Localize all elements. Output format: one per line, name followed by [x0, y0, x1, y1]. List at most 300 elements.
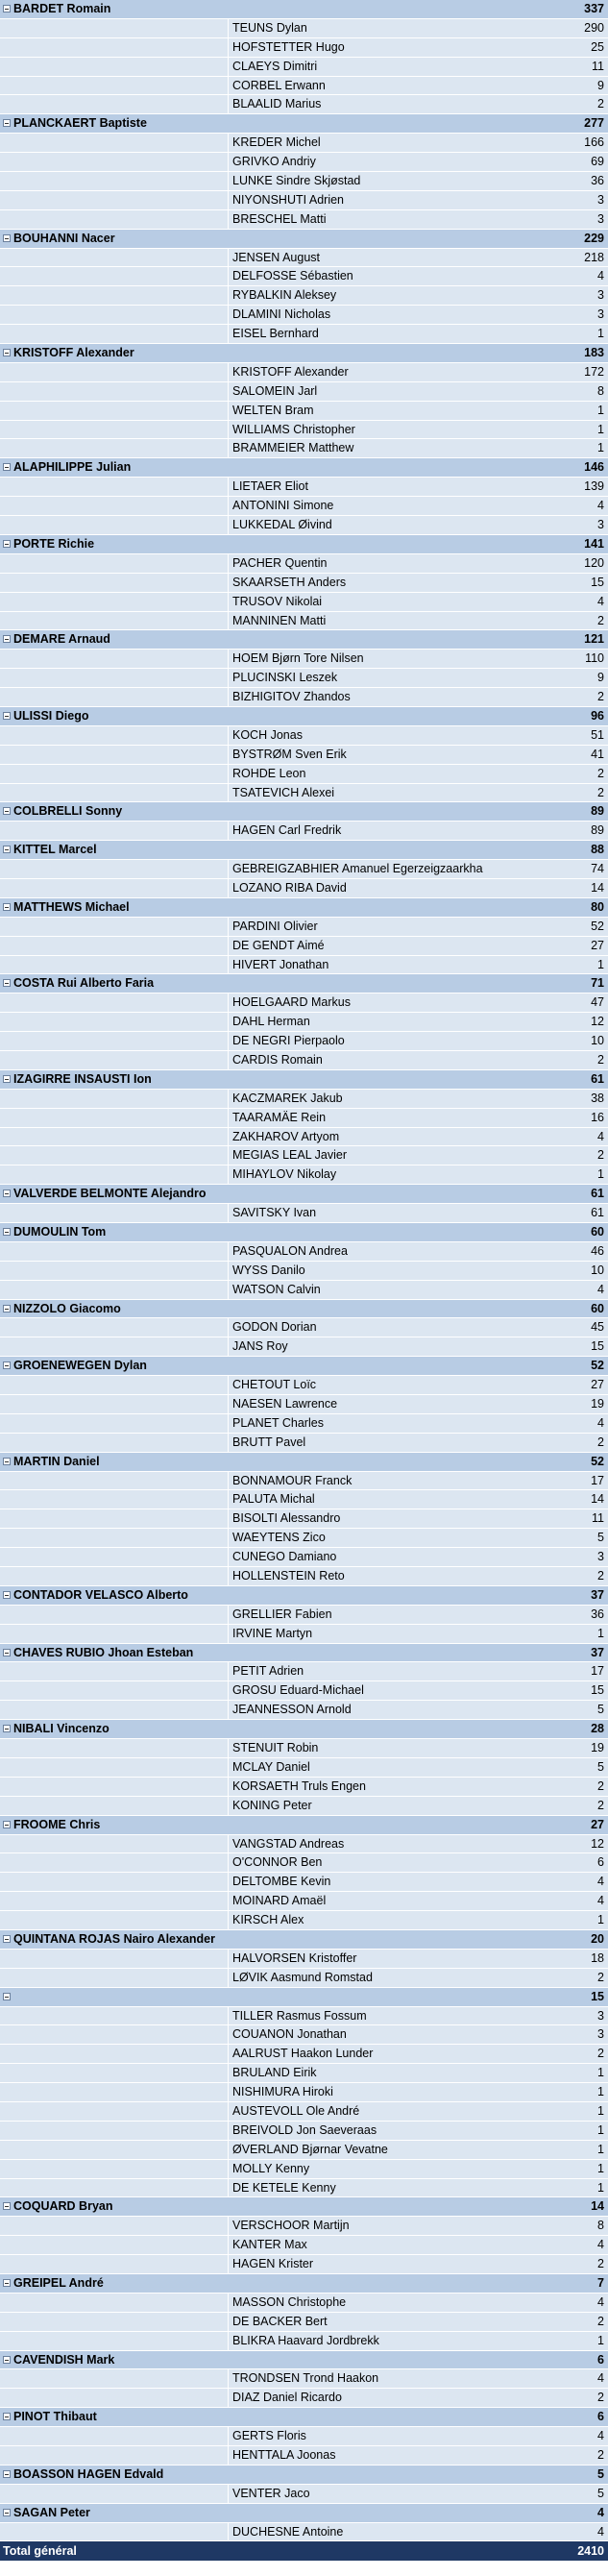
- collapse-toggle-icon[interactable]: [3, 1458, 11, 1465]
- indent-cell: [0, 153, 229, 171]
- group-row: [0, 1185, 608, 1204]
- child-row: [0, 2083, 608, 2102]
- child-row: [0, 956, 608, 975]
- child-name: GERTS Floris: [232, 2429, 306, 2443]
- child-row: [0, 822, 608, 841]
- indent-cell: [0, 2313, 229, 2331]
- child-value: 110: [585, 651, 604, 666]
- child-value: 6: [597, 1855, 604, 1870]
- child-value: 89: [591, 823, 604, 838]
- child-row: [0, 2313, 608, 2332]
- child-row: [0, 2217, 608, 2236]
- child-row: [0, 2389, 608, 2408]
- child-value: 4: [597, 1415, 604, 1430]
- child-row: [0, 58, 608, 77]
- child-row: [0, 2485, 608, 2504]
- child-row: [0, 1701, 608, 1720]
- child-name: PALUTA Michal: [232, 1492, 315, 1507]
- group-total: 277: [584, 116, 604, 131]
- child-name: HOLLENSTEIN Reto: [232, 1569, 345, 1583]
- child-name: WELTEN Bram: [232, 403, 314, 417]
- indent-cell: [0, 402, 229, 420]
- indent-cell: [0, 2389, 229, 2407]
- group-row: [0, 2504, 608, 2523]
- group-total: 28: [591, 1722, 604, 1736]
- indent-cell: [0, 1529, 229, 1547]
- group-row: [0, 1070, 608, 1090]
- child-value: 10: [591, 1034, 604, 1048]
- child-value: 3: [597, 288, 604, 303]
- child-row: [0, 2294, 608, 2313]
- child-row: [0, 2179, 608, 2198]
- indent-cell: [0, 1165, 229, 1184]
- group-row: [0, 344, 608, 363]
- group-name: QUINTANA ROJAS Nairo Alexander: [13, 1931, 215, 1946]
- indent-cell: [0, 1739, 229, 1757]
- child-name: MIHAYLOV Nikolay: [232, 1167, 337, 1182]
- child-name: HAGEN Krister: [232, 2257, 314, 2271]
- collapse-toggle-icon[interactable]: [3, 635, 11, 643]
- child-value: 2: [597, 97, 604, 111]
- child-name: ØVERLAND Bjørnar Vevatne: [232, 2142, 388, 2156]
- child-value: 14: [591, 1492, 604, 1507]
- indent-cell: [0, 746, 229, 764]
- collapse-toggle-icon[interactable]: [3, 5, 11, 12]
- child-row: [0, 2064, 608, 2083]
- child-value: 4: [597, 1129, 604, 1143]
- indent-cell: [0, 1472, 229, 1490]
- indent-cell: [0, 191, 229, 209]
- child-row: [0, 1051, 608, 1070]
- indent-cell: [0, 2369, 229, 2388]
- child-name: SALOMEIN Jarl: [232, 383, 318, 398]
- indent-cell: [0, 669, 229, 687]
- child-name: MCLAY Daniel: [232, 1759, 310, 1774]
- indent-cell: [0, 1606, 229, 1624]
- group-name: SAGAN Peter: [13, 2505, 90, 2519]
- indent-cell: [0, 2523, 229, 2541]
- child-value: 46: [591, 1243, 604, 1258]
- child-value: 19: [591, 1397, 604, 1411]
- child-row: [0, 19, 608, 38]
- child-row: [0, 2446, 608, 2466]
- indent-cell: [0, 325, 229, 343]
- indent-cell: [0, 1758, 229, 1777]
- collapse-toggle-icon[interactable]: [3, 1228, 11, 1236]
- child-row: [0, 1892, 608, 1911]
- group-total: 146: [584, 460, 604, 475]
- indent-cell: [0, 134, 229, 152]
- indent-cell: [0, 1797, 229, 1815]
- grand-total-label: Total général: [3, 2544, 77, 2559]
- group-row: [0, 802, 608, 822]
- collapse-toggle-icon[interactable]: [3, 2202, 11, 2210]
- child-value: 12: [591, 1015, 604, 1029]
- group-row: [0, 1223, 608, 1242]
- child-value: 2: [597, 1435, 604, 1449]
- child-row: [0, 1625, 608, 1644]
- child-name: JANS Roy: [232, 1339, 288, 1354]
- child-value: 1: [597, 2180, 604, 2195]
- child-value: 3: [597, 2027, 604, 2042]
- child-name: DE BACKER Bert: [232, 2314, 328, 2328]
- collapse-toggle-icon[interactable]: [3, 2509, 11, 2516]
- child-value: 3: [597, 518, 604, 532]
- child-row: [0, 38, 608, 58]
- child-value: 1: [597, 1626, 604, 1640]
- collapse-toggle-icon[interactable]: [3, 234, 11, 242]
- child-value: 3: [597, 211, 604, 226]
- collapse-toggle-icon[interactable]: [3, 846, 11, 853]
- child-name: DLAMINI Nicholas: [232, 307, 331, 322]
- child-row: [0, 2007, 608, 2026]
- group-total: 80: [591, 899, 604, 914]
- group-row: [0, 2466, 608, 2485]
- child-name: ZAKHAROV Artyom: [232, 1129, 340, 1143]
- child-row: [0, 2160, 608, 2179]
- child-name: TSATEVICH Alexei: [232, 785, 335, 799]
- indent-cell: [0, 1548, 229, 1566]
- child-value: 2: [597, 785, 604, 799]
- indent-cell: [0, 860, 229, 878]
- group-total: 61: [591, 1071, 604, 1086]
- child-name: DE NEGRI Pierpaolo: [232, 1034, 345, 1048]
- child-value: 4: [597, 499, 604, 513]
- child-name: ANTONINI Simone: [232, 499, 334, 513]
- child-value: 36: [591, 1607, 604, 1621]
- indent-cell: [0, 2446, 229, 2465]
- child-name: VENTER Jaco: [232, 2486, 310, 2500]
- indent-cell: [0, 267, 229, 285]
- indent-cell: [0, 421, 229, 439]
- indent-cell: [0, 77, 229, 95]
- indent-cell: [0, 2025, 229, 2044]
- child-value: 2: [597, 1779, 604, 1793]
- child-value: 2: [597, 2391, 604, 2405]
- collapse-toggle-icon[interactable]: [3, 1993, 11, 2000]
- group-total: 52: [591, 1359, 604, 1373]
- child-name: MOLLY Kenny: [232, 2161, 310, 2175]
- child-value: 16: [591, 1110, 604, 1124]
- child-value: 2: [597, 613, 604, 627]
- indent-cell: [0, 363, 229, 381]
- child-name: BISOLTI Alessandro: [232, 1511, 341, 1526]
- group-row: [0, 535, 608, 554]
- indent-cell: [0, 210, 229, 229]
- child-name: VERSCHOOR Martijn: [232, 2219, 350, 2233]
- child-value: 61: [591, 1206, 604, 1220]
- collapse-toggle-icon[interactable]: [3, 1305, 11, 1313]
- group-row: [0, 114, 608, 134]
- child-value: 5: [597, 1531, 604, 1545]
- child-name: KANTER Max: [232, 2238, 307, 2252]
- child-value: 41: [591, 747, 604, 761]
- child-name: VANGSTAD Andreas: [232, 1836, 345, 1851]
- child-value: 1: [597, 2333, 604, 2347]
- child-row: [0, 746, 608, 765]
- child-value: 1: [597, 327, 604, 341]
- group-total: 15: [591, 1989, 604, 2003]
- child-name: DUCHESNE Antoine: [232, 2524, 344, 2539]
- child-name: WYSS Danilo: [232, 1263, 305, 1277]
- child-row: [0, 1835, 608, 1854]
- child-row: [0, 860, 608, 879]
- group-row: [0, 1930, 608, 1950]
- grand-total-row: [0, 2541, 608, 2561]
- collapse-toggle-icon[interactable]: [3, 1821, 11, 1828]
- indent-cell: [0, 516, 229, 534]
- child-row: [0, 2332, 608, 2351]
- group-total: 229: [584, 231, 604, 245]
- child-row: [0, 1969, 608, 1988]
- indent-cell: [0, 2045, 229, 2063]
- group-name: FROOME Chris: [13, 1817, 101, 1831]
- indent-cell: [0, 1109, 229, 1127]
- child-value: 1: [597, 403, 604, 417]
- child-row: [0, 1090, 608, 1109]
- child-name: JENSEN August: [232, 250, 321, 264]
- group-total: 61: [591, 1187, 604, 1201]
- collapse-toggle-icon[interactable]: [3, 1591, 11, 1599]
- child-value: 15: [591, 1339, 604, 1354]
- group-total: 37: [591, 1587, 604, 1602]
- group-total: 6: [597, 2352, 604, 2367]
- child-value: 4: [597, 594, 604, 608]
- child-value: 290: [584, 20, 604, 35]
- child-value: 166: [584, 135, 604, 150]
- child-row: [0, 2102, 608, 2122]
- child-value: 74: [591, 862, 604, 876]
- collapse-toggle-icon[interactable]: [3, 2413, 11, 2420]
- child-name: KIRSCH Alex: [232, 1913, 304, 1927]
- indent-cell: [0, 172, 229, 190]
- indent-cell: [0, 306, 229, 324]
- child-value: 11: [592, 59, 604, 73]
- child-name: KACZMAREK Jakub: [232, 1091, 343, 1105]
- collapse-toggle-icon[interactable]: [3, 2356, 11, 2364]
- child-value: 2: [597, 1052, 604, 1067]
- child-row: [0, 1529, 608, 1548]
- group-name: PLANCKAERT Baptiste: [13, 116, 147, 131]
- indent-cell: [0, 784, 229, 802]
- indent-cell: [0, 1395, 229, 1413]
- child-row: [0, 1128, 608, 1147]
- child-value: 2: [597, 2448, 604, 2462]
- indent-cell: [0, 2083, 229, 2101]
- child-name: CHETOUT Loïc: [232, 1378, 317, 1392]
- indent-cell: [0, 1032, 229, 1050]
- child-row: [0, 210, 608, 230]
- child-name: LUKKEDAL Øivind: [232, 518, 332, 532]
- child-name: KRISTOFF Alexander: [232, 364, 349, 379]
- collapse-toggle-icon[interactable]: [3, 119, 11, 127]
- group-row: [0, 2274, 608, 2294]
- group-name: MATTHEWS Michael: [13, 899, 130, 914]
- child-row: [0, 1797, 608, 1816]
- child-name: BRUTT Pavel: [232, 1435, 306, 1449]
- child-name: WAEYTENS Zico: [232, 1531, 326, 1545]
- child-row: [0, 172, 608, 191]
- child-row: [0, 918, 608, 937]
- child-value: 218: [584, 250, 604, 264]
- child-row: [0, 1472, 608, 1491]
- indent-cell: [0, 2485, 229, 2503]
- collapse-toggle-icon[interactable]: [3, 1935, 11, 1943]
- child-value: 4: [597, 2371, 604, 2386]
- collapse-toggle-icon[interactable]: [3, 1649, 11, 1656]
- indent-cell: [0, 1434, 229, 1452]
- indent-cell: [0, 2332, 229, 2350]
- child-value: 12: [591, 1836, 604, 1851]
- indent-cell: [0, 1892, 229, 1910]
- collapse-toggle-icon[interactable]: [3, 540, 11, 548]
- collapse-toggle-icon[interactable]: [3, 349, 11, 356]
- child-value: 18: [591, 1950, 604, 1965]
- child-value: 11: [592, 1511, 604, 1526]
- child-value: 1: [597, 2142, 604, 2156]
- group-row: [0, 2197, 608, 2217]
- indent-cell: [0, 249, 229, 267]
- collapse-toggle-icon[interactable]: [3, 2279, 11, 2287]
- child-row: [0, 1606, 608, 1625]
- child-value: 1: [597, 2085, 604, 2099]
- collapse-toggle-icon[interactable]: [3, 903, 11, 911]
- child-name: HIVERT Jonathan: [232, 957, 329, 971]
- child-name: BONNAMOUR Franck: [232, 1473, 353, 1487]
- child-name: WATSON Calvin: [232, 1282, 321, 1296]
- child-row: [0, 191, 608, 210]
- child-value: 2: [597, 2047, 604, 2061]
- child-value: 3: [597, 1550, 604, 1564]
- group-name: BOUHANNI Nacer: [13, 231, 115, 245]
- group-total: 5: [597, 2466, 604, 2481]
- child-name: DE GENDT Aimé: [232, 938, 325, 952]
- indent-cell: [0, 937, 229, 955]
- child-row: [0, 1950, 608, 1969]
- group-total: 4: [597, 2505, 604, 2519]
- child-name: MEGIAS LEAL Javier: [232, 1148, 348, 1163]
- group-name: ULISSI Diego: [13, 708, 89, 723]
- group-name: CAVENDISH Mark: [13, 2352, 115, 2367]
- collapse-toggle-icon[interactable]: [3, 979, 11, 987]
- collapse-toggle-icon[interactable]: [3, 2470, 11, 2478]
- child-row: [0, 1146, 608, 1165]
- child-row: [0, 1681, 608, 1701]
- child-name: PASQUALON Andrea: [232, 1243, 348, 1258]
- child-name: TRUSOV Nikolai: [232, 594, 323, 608]
- collapse-toggle-icon[interactable]: [3, 807, 11, 815]
- indent-cell: [0, 2294, 229, 2312]
- child-value: 3: [597, 192, 604, 207]
- indent-cell: [0, 1911, 229, 1929]
- child-name: SKAARSETH Anders: [232, 575, 347, 589]
- group-name: KITTEL Marcel: [13, 843, 97, 857]
- collapse-toggle-icon[interactable]: [3, 1725, 11, 1732]
- child-name: PLANET Charles: [232, 1415, 324, 1430]
- child-name: LØVIK Aasmund Romstad: [232, 1970, 373, 1984]
- child-value: 1: [597, 2161, 604, 2175]
- child-value: 27: [591, 938, 604, 952]
- child-row: [0, 1281, 608, 1300]
- child-row: [0, 726, 608, 746]
- collapse-toggle-icon[interactable]: [3, 1362, 11, 1369]
- child-row: [0, 2045, 608, 2064]
- child-value: 120: [584, 555, 604, 570]
- child-value: 45: [591, 1320, 604, 1335]
- indent-cell: [0, 1318, 229, 1337]
- child-value: 1: [597, 1913, 604, 1927]
- child-row: [0, 1662, 608, 1681]
- child-row: [0, 765, 608, 784]
- child-value: 9: [597, 671, 604, 685]
- group-name: MARTIN Daniel: [13, 1454, 100, 1468]
- child-row: [0, 363, 608, 382]
- group-name: NIBALI Vincenzo: [13, 1722, 109, 1736]
- child-name: SAVITSKY Ivan: [232, 1206, 317, 1220]
- child-value: 19: [591, 1741, 604, 1755]
- child-row: [0, 1376, 608, 1395]
- group-row: [0, 974, 608, 994]
- child-row: [0, 650, 608, 669]
- collapse-toggle-icon[interactable]: [3, 463, 11, 471]
- group-row: [0, 630, 608, 650]
- child-name: BRULAND Eirik: [232, 2066, 317, 2080]
- child-value: 2: [597, 766, 604, 780]
- child-name: EISEL Bernhard: [232, 327, 319, 341]
- group-total: 141: [584, 536, 604, 551]
- child-name: ROHDE Leon: [232, 766, 306, 780]
- child-row: [0, 1165, 608, 1185]
- indent-cell: [0, 612, 229, 630]
- child-name: HAGEN Carl Fredrik: [232, 823, 342, 838]
- indent-cell: [0, 765, 229, 783]
- group-name: ALAPHILIPPE Julian: [13, 460, 132, 475]
- child-name: CORBEL Erwann: [232, 78, 326, 92]
- group-total: 60: [591, 1225, 604, 1239]
- collapse-toggle-icon[interactable]: [3, 712, 11, 720]
- child-value: 2: [597, 1970, 604, 1984]
- child-row: [0, 554, 608, 574]
- indent-cell: [0, 554, 229, 573]
- child-value: 4: [597, 2238, 604, 2252]
- child-value: 1: [597, 2103, 604, 2118]
- collapse-toggle-icon[interactable]: [3, 1075, 11, 1083]
- group-name: PORTE Richie: [13, 536, 95, 551]
- child-value: 4: [597, 269, 604, 283]
- indent-cell: [0, 1873, 229, 1891]
- group-name: DUMOULIN Tom: [13, 1225, 107, 1239]
- group-total: 71: [591, 976, 604, 991]
- child-row: [0, 382, 608, 402]
- child-row: [0, 1434, 608, 1453]
- indent-cell: [0, 478, 229, 496]
- group-name: PINOT Thibaut: [13, 2410, 97, 2424]
- child-value: 4: [597, 2429, 604, 2443]
- child-name: NAESEN Lawrence: [232, 1397, 338, 1411]
- child-name: AUSTEVOLL Ole André: [232, 2103, 360, 2118]
- child-value: 172: [584, 364, 604, 379]
- child-row: [0, 1778, 608, 1797]
- indent-cell: [0, 2255, 229, 2273]
- group-row: [0, 2351, 608, 2370]
- indent-cell: [0, 1625, 229, 1643]
- indent-cell: [0, 688, 229, 706]
- child-row: [0, 249, 608, 268]
- collapse-toggle-icon[interactable]: [3, 1190, 11, 1197]
- child-row: [0, 439, 608, 458]
- group-name: IZAGIRRE INSAUSTI Ion: [13, 1071, 152, 1086]
- child-row: [0, 2255, 608, 2274]
